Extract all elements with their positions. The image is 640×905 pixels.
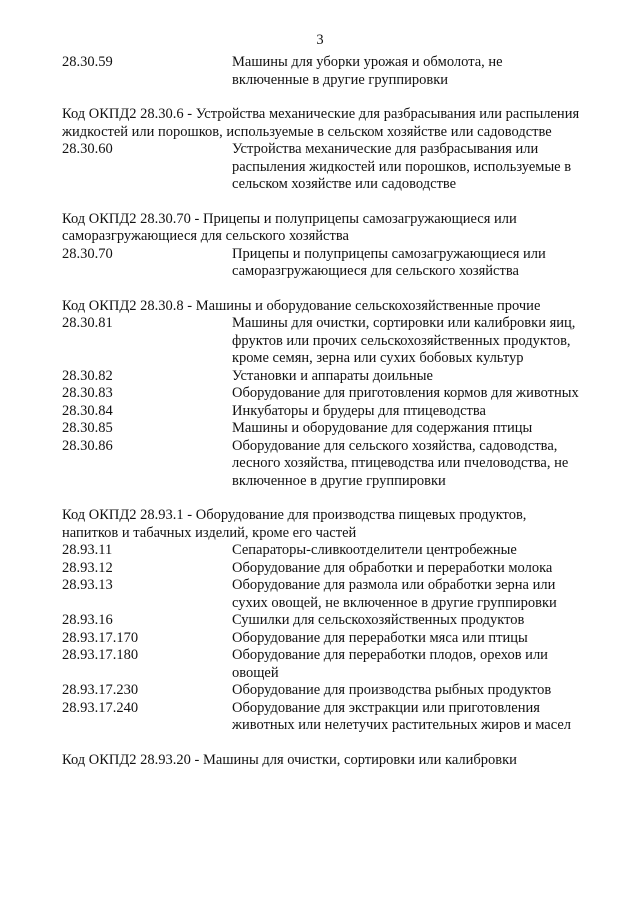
entry-code: 28.93.13: [62, 577, 113, 593]
okpd2-section: [62, 54, 582, 89]
entry-description: Оборудование для переработки мяса или птицы: [232, 629, 528, 646]
section-heading: Код ОКПД2 28.93.1 - Оборудование для производства пищевых продуктов, напитков и табачных изделий, кроме его частей: [62, 507, 527, 541]
section-heading: Код ОКПД2 28.30.70 - Прицепы и полуприцепы самозагружающиеся или саморазгружающиеся для сельского хозяйства: [62, 210, 517, 244]
entry-code: 28.93.17.230: [62, 682, 139, 698]
okpd2-section: [62, 507, 582, 735]
entry-code: 28.30.82: [62, 367, 113, 384]
okpd2-sections: [62, 54, 582, 786]
entry-description: Устройства механические для разбрасывания или распыления жидкостей или порошков, используемые в сельском хозяйстве или садоводстве: [232, 141, 572, 192]
entry-code: 28.93.11: [62, 542, 113, 558]
entry-code: 28.93.17.170: [62, 629, 139, 646]
entry-code: 28.30.81: [62, 315, 113, 331]
entry-description: Оборудование для обработки и переработки молока: [232, 559, 553, 576]
entry-row: [62, 246, 582, 281]
entry-code: 28.93.16: [62, 612, 113, 628]
okpd2-section: [62, 298, 582, 491]
entry-code: 28.30.84: [62, 402, 113, 419]
entry-description: Оборудование для приготовления кормов для животных: [232, 385, 579, 401]
entry-code: 28.30.59: [62, 54, 113, 70]
entry-row: [62, 542, 582, 560]
okpd2-section: [62, 211, 582, 281]
entry-row: [62, 420, 582, 438]
entry-row: [62, 700, 582, 735]
entry-description: Оборудование для экстракции или приготовления животных или нелетучих растительных жиров и масел: [232, 699, 572, 733]
entry-description: Инкубаторы и брудеры для птицеводства: [232, 402, 486, 419]
entry-description: Оборудование для производства рыбных продуктов: [232, 682, 552, 698]
entry-code: 28.30.60: [62, 141, 113, 157]
entry-row: [62, 438, 582, 491]
entry-description: Машины для очистки, сортировки или калибровки яиц, фруктов или прочих сельскохозяйственных продуктов, кроме семян, зерна или сухих бобовых культур: [232, 315, 576, 366]
entry-row: [62, 577, 582, 612]
entry-row: [62, 560, 582, 578]
entry-description: Сушилки для сельскохозяйственных продуктов: [232, 612, 525, 628]
entry-code: 28.30.83: [62, 385, 113, 401]
entry-description: Прицепы и полуприцепы самозагружающиеся или саморазгружающиеся для сельского хозяйства: [232, 245, 546, 279]
entry-code: 28.30.70: [62, 245, 113, 262]
entry-description: Сепараторы-сливкоотделители центробежные: [232, 542, 517, 558]
entry-code: 28.93.17.180: [62, 647, 139, 663]
entry-description: Оборудование для переработки плодов, орехов или овощей: [232, 647, 548, 681]
section-heading: Код ОКПД2 28.30.8 - Машины и оборудование сельскохозяйственные прочие: [62, 297, 541, 314]
entry-code: 28.93.12: [62, 559, 113, 576]
entry-row: [62, 315, 582, 368]
entry-row: [62, 385, 582, 403]
section-heading: Код ОКПД2 28.93.20 - Машины для очистки, сортировки или калибровки: [62, 751, 517, 768]
okpd2-section: [62, 752, 582, 770]
okpd2-section: [62, 106, 582, 194]
entry-code: 28.30.85: [62, 420, 113, 436]
entry-row: [62, 54, 582, 89]
entry-row: [62, 368, 582, 386]
entry-code: 28.30.86: [62, 437, 113, 454]
entry-row: [62, 647, 582, 682]
entry-row: [62, 403, 582, 421]
entry-row: [62, 682, 582, 700]
entry-description: Машины для уборки урожая и обмолота, не включенные в другие группировки: [232, 54, 503, 88]
entry-description: Оборудование для размола или обработки зерна или сухих овощей, не включенное в другие группировки: [232, 577, 557, 611]
page-number: 3: [316, 32, 324, 48]
section-heading: Код ОКПД2 28.30.6 - Устройства механические для разбрасывания или распыления жидкостей или порошков, используемые в сельском хозяйстве или садоводстве: [62, 106, 580, 140]
entry-description: Установки и аппараты доильные: [232, 367, 433, 384]
entry-row: [62, 630, 582, 648]
entry-description: Оборудование для сельского хозяйства, садоводства, лесного хозяйства, птицеводства или пчеловодства, не включенное в другие группировки: [232, 437, 569, 489]
entry-description: Машины и оборудование для содержания птицы: [232, 420, 533, 436]
entry-row: [62, 612, 582, 630]
entry-row: [62, 141, 582, 194]
entry-code: 28.93.17.240: [62, 699, 139, 716]
